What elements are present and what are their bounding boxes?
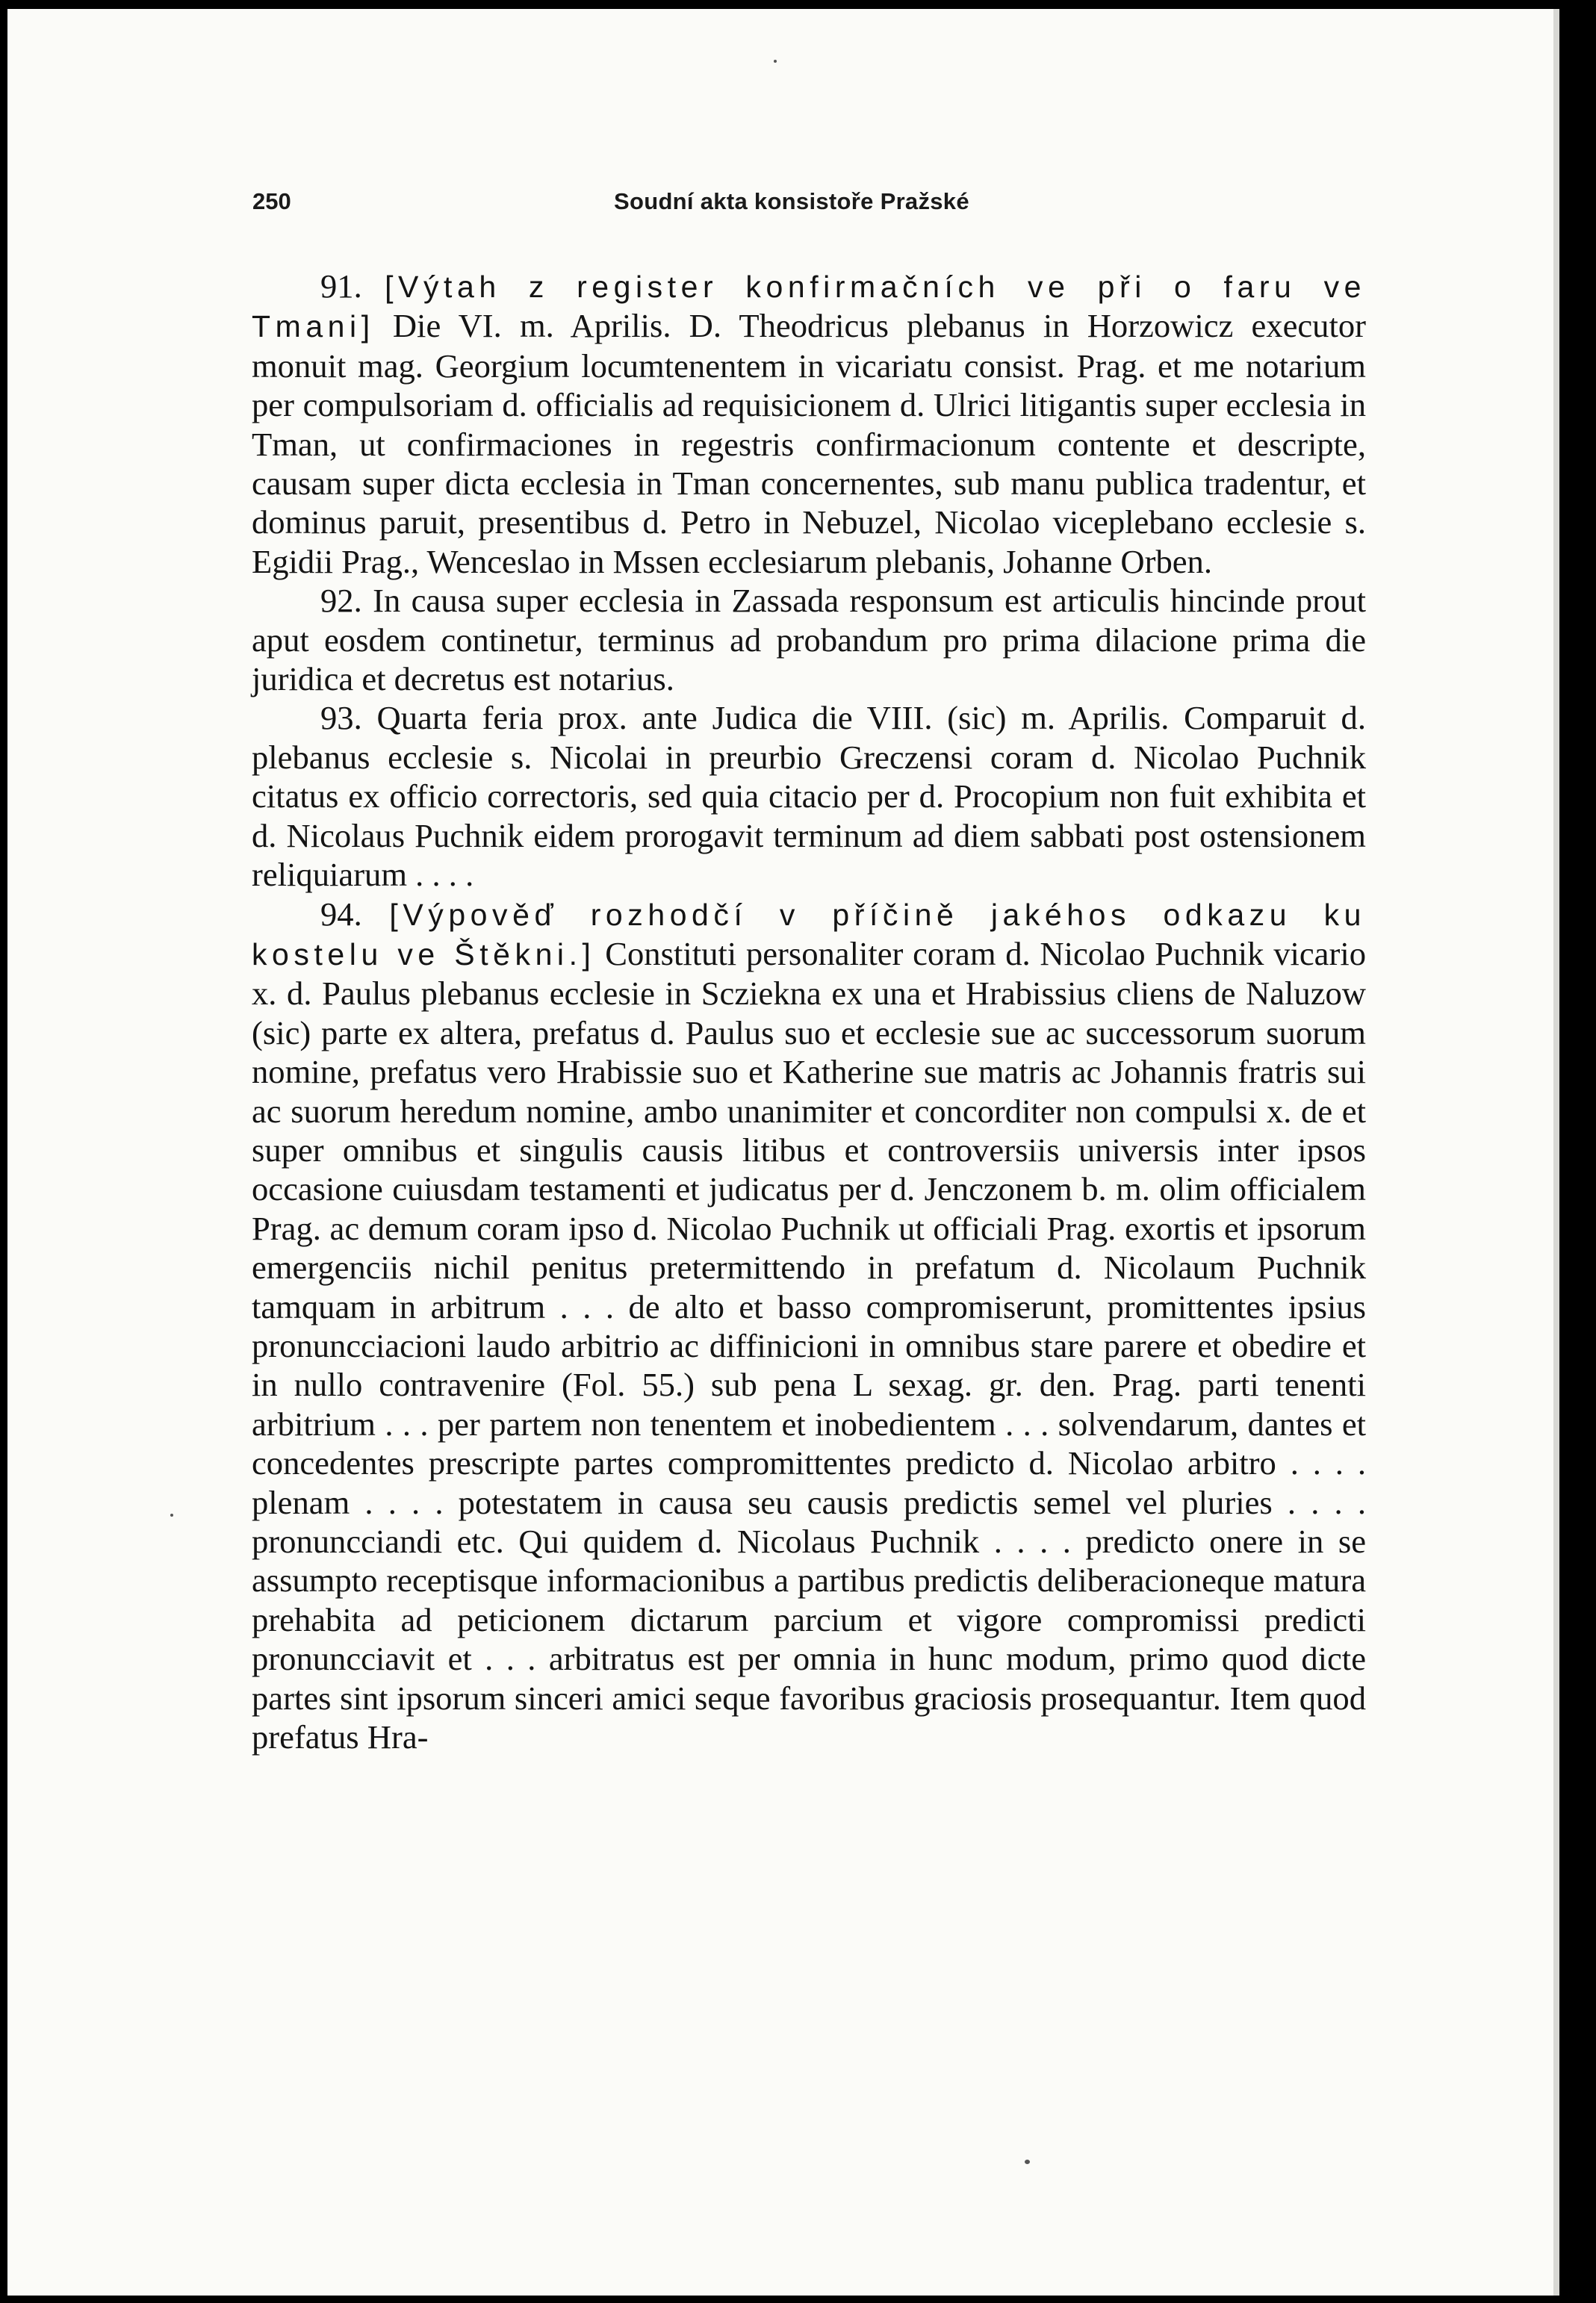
page-number: 250 bbox=[252, 188, 291, 214]
entry-number: 91. bbox=[320, 267, 362, 305]
document-page bbox=[7, 9, 1553, 2296]
paper-speck bbox=[170, 1514, 173, 1517]
entry-92 bbox=[252, 581, 1366, 698]
entry-text: Quarta feria prox. ante Judica die VIII. (sic) m. Aprilis. Comparuit d. plebanus ecclesie s. Nicolai in preurbio Greczensi coram d. Nicolao Puchnik citatus ex officio correctoris, sed quia citacio per d. Procopium non fuit exhibita et d. Nicolaus Puchnik eidem prorogavit terminum ad diem sabbati post ostensionem reliquiarum . . . . bbox=[252, 699, 1366, 894]
running-title: Soudní akta konsistoře Pražské bbox=[614, 188, 969, 214]
page-header bbox=[7, 9, 1553, 233]
entry-text: Constituti personaliter coram d. Nicolao Puchnik vicario x. d. Paulus plebanus ecclesie in Scziekna ex una et Hrabissius cliens de Naluzow (sic) parte ex altera, prefatus d. Paulus suo et ecclesie sue ac successorum suorum nomine, prefatus vero Hrabissie suo et Katherine sue matris ac Johannis fratris sui ac suorum heredum nomine, ambo unanimiter et concorditer non compulsi x. de et super omnibus et singulis causis litibus et controversiis universis inter ipsos occasione cuiusdam testamenti et judicatus per d. Jenczonem b. m. olim officialem Prag. ac demum coram ipso d. Nicolao Puchnik ut officiali Prag. exortis et ipsorum emergenciis nichil penitus pretermittendo in prefatum d. Nicolaum Puchnik tamquam in arbitrum . . . de alto et basso compromiserunt, promittentes ipsius pronuncciacioni laudo arbitrio ac diffinicioni in omnibus stare parere et obedire et in nullo contravenire (Fol. 55.) sub pena L sexag. gr. den. Prag. parti tenenti arbitrium . . . per partem non tenentem et inobedientem . . . solvendarum, dantes et concedentes prescripte partes compromittentes predicto d. Nicolao arbitro . . . . plenam . . . . potestatem in causa seu causis predictis semel vel pluries . . . . pronuncciandi etc. Qui quidem d. Nicolaus Puchnik . . . . predicto onere in se assumpto receptisque informacionibus a partibus predictis deliberacioneque matura prehabita ad peticionem dictarum parcium et vigore compromissi predicti pronuncciavit et . . . arbitratus est per omnia in hunc modum, primo quod dicte partes sint ipsorum sinceri amici seque favoribus graciosis prosequantur. Item quod prefatus Hra- bbox=[252, 934, 1367, 1756]
entry-heading: [Výtah z register konfirmačních ve při o faru ve Tmani] bbox=[252, 270, 1366, 344]
page-edge bbox=[1553, 9, 1559, 2296]
entry-number: 94. bbox=[320, 895, 362, 933]
entry-91 bbox=[252, 267, 1366, 581]
entry-93 bbox=[252, 698, 1366, 894]
entry-number: 92. bbox=[320, 582, 362, 620]
paper-speck bbox=[774, 60, 777, 63]
entry-heading: [Výpověď rozhodčí v příčině jakéhos odkazu ku kostelu ve Štěkni.] bbox=[252, 897, 1366, 972]
entry-number: 93. bbox=[320, 699, 362, 737]
entry-94 bbox=[252, 895, 1366, 1757]
entry-text: In causa super ecclesia in Zassada responsum est articulis hincinde prout aput eosdem continetur, terminus ad probandum pro prima dilacione prima die juridica et decretus est notarius. bbox=[252, 582, 1367, 698]
entry-text: Die VI. m. Aprilis. D. Theodricus plebanus in Horzowicz executor monuit mag. Georgium locumtenentem in vicariatu consist. Prag. et me notarium per compulsoriam d. officialis ad requisicionem d. Ulrici litigantis super ecclesia in Tman, ut confirmaciones in regestris confirmacionum contente et descripte, causam super dicta ecclesia in Tman concernentes, sub manu publica tradentur, et dominus paruit, presentibus d. Petro in Nebuzel, Nicolao viceplebano ecclesie s. Egidii Prag., Wenceslao in Mssen ecclesiarum plebanis, Johanne Orben. bbox=[252, 307, 1366, 580]
paper-speck bbox=[1025, 2160, 1030, 2164]
body-text bbox=[252, 267, 1366, 1756]
